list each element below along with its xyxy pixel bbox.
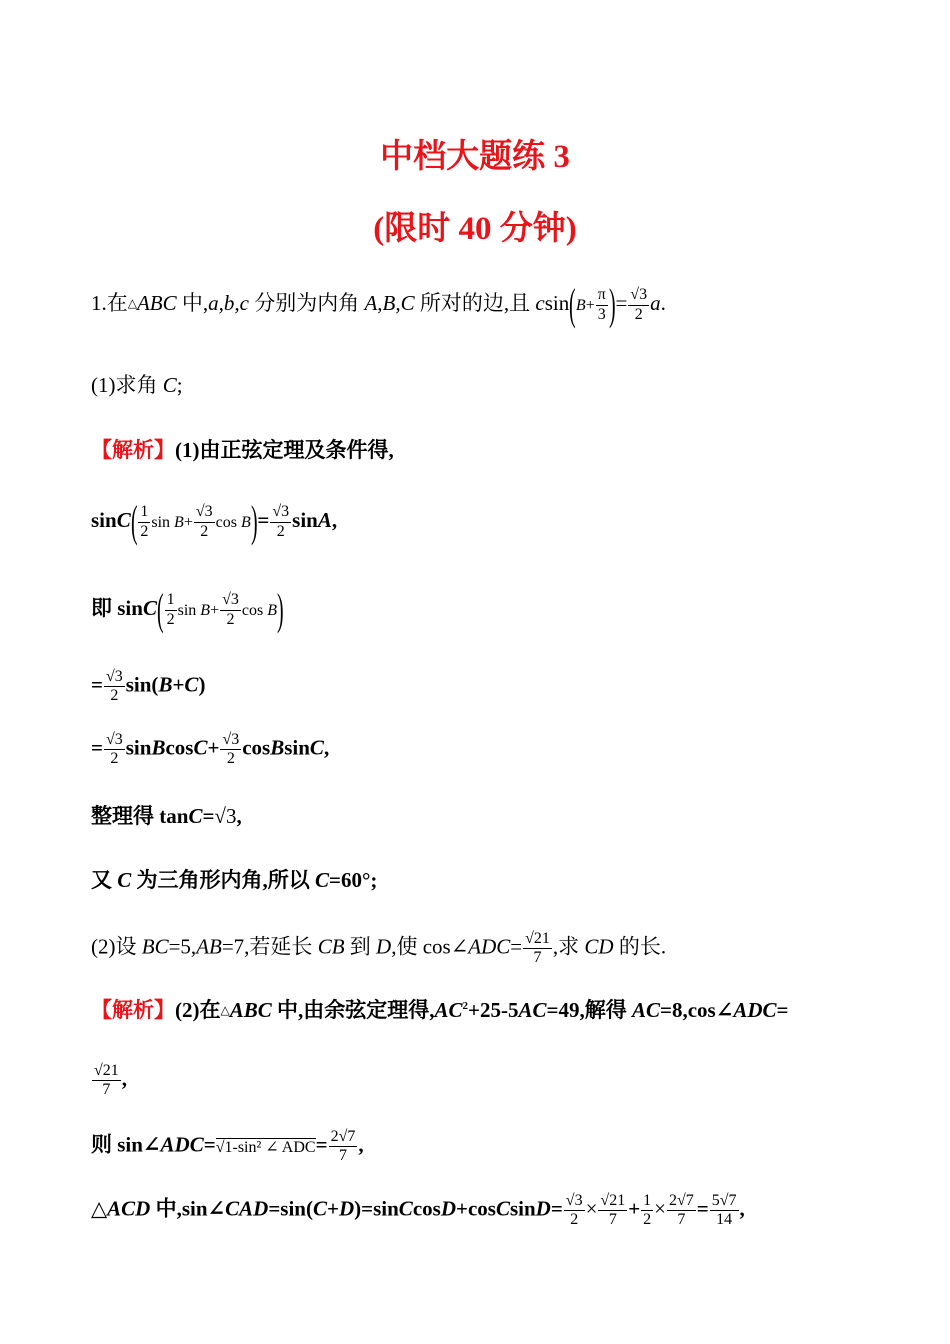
page-subtitle: (限时 40 分钟) bbox=[373, 211, 577, 247]
solution-2-heading: 【解析】(2)在△ABC 中,由余弦定理得$,AC^2+25-5AC=49$,解得 AC=8,cos∠ADC= bbox=[91, 998, 789, 1022]
question-1: 1.在△ABC 中,a,b,c 分别为内角 A,B,C 所对的边,且 csin(B+ $\frac{\pi}{3}$ )= $\frac{√3}{2}$ a. bbox=[91, 280, 666, 329]
page-title: 中档大题练 3 bbox=[380, 139, 570, 175]
equation-8: 则 sin∠ADC=√1-sin² ∠ ADC= $\frac{2√7}{7}$ , bbox=[91, 1128, 364, 1165]
equation-2: 即 sinC( $\frac{1}{2}$ sin B+ $\frac{√3}{2}$ cos B) bbox=[91, 585, 284, 634]
question-1-part-2: (2)设 BC=5,AB=7,若延长 CB 到 D,使 cos∠ADC= $\frac{√21}{7}$ ,求 CD 的长. bbox=[91, 930, 667, 967]
equation-4: = $\frac{√3}{2}$ sinBcosC+ $\frac{√3}{2}$ cosBsinC, bbox=[91, 731, 330, 768]
solution-1-heading: 【解析】(1)由正弦定理及条件得, bbox=[91, 438, 394, 462]
question-1-part-1: (1)求角 C; bbox=[91, 373, 183, 397]
equation-6: 又 C 为三角形内角,所以 C=60°; bbox=[91, 868, 378, 892]
equation-5: 整理得 tanC=√3, bbox=[91, 804, 242, 828]
equation-9: △ACD 中,sin∠CAD=sin(C+D)=sinCcosD+cosCsinD= $\frac{√3}{2}$ × $\frac{√21}{7}$ + $\frac{1}{2}$ × $\frac{2√7}{7}$ = $\frac{5√7}{14}$ , bbox=[91, 1192, 745, 1229]
equation-7: $\frac{√21}{7}$ , bbox=[94, 1062, 128, 1099]
equation-3: = $\frac{√3}{2}$ sin(B+C) bbox=[91, 668, 206, 705]
equation-1: sinC( $\frac{1}{2}$ sin B+ $\frac{√3}{2}$ cos B)= $\frac{√3}{2}$ sinA, bbox=[91, 497, 338, 546]
